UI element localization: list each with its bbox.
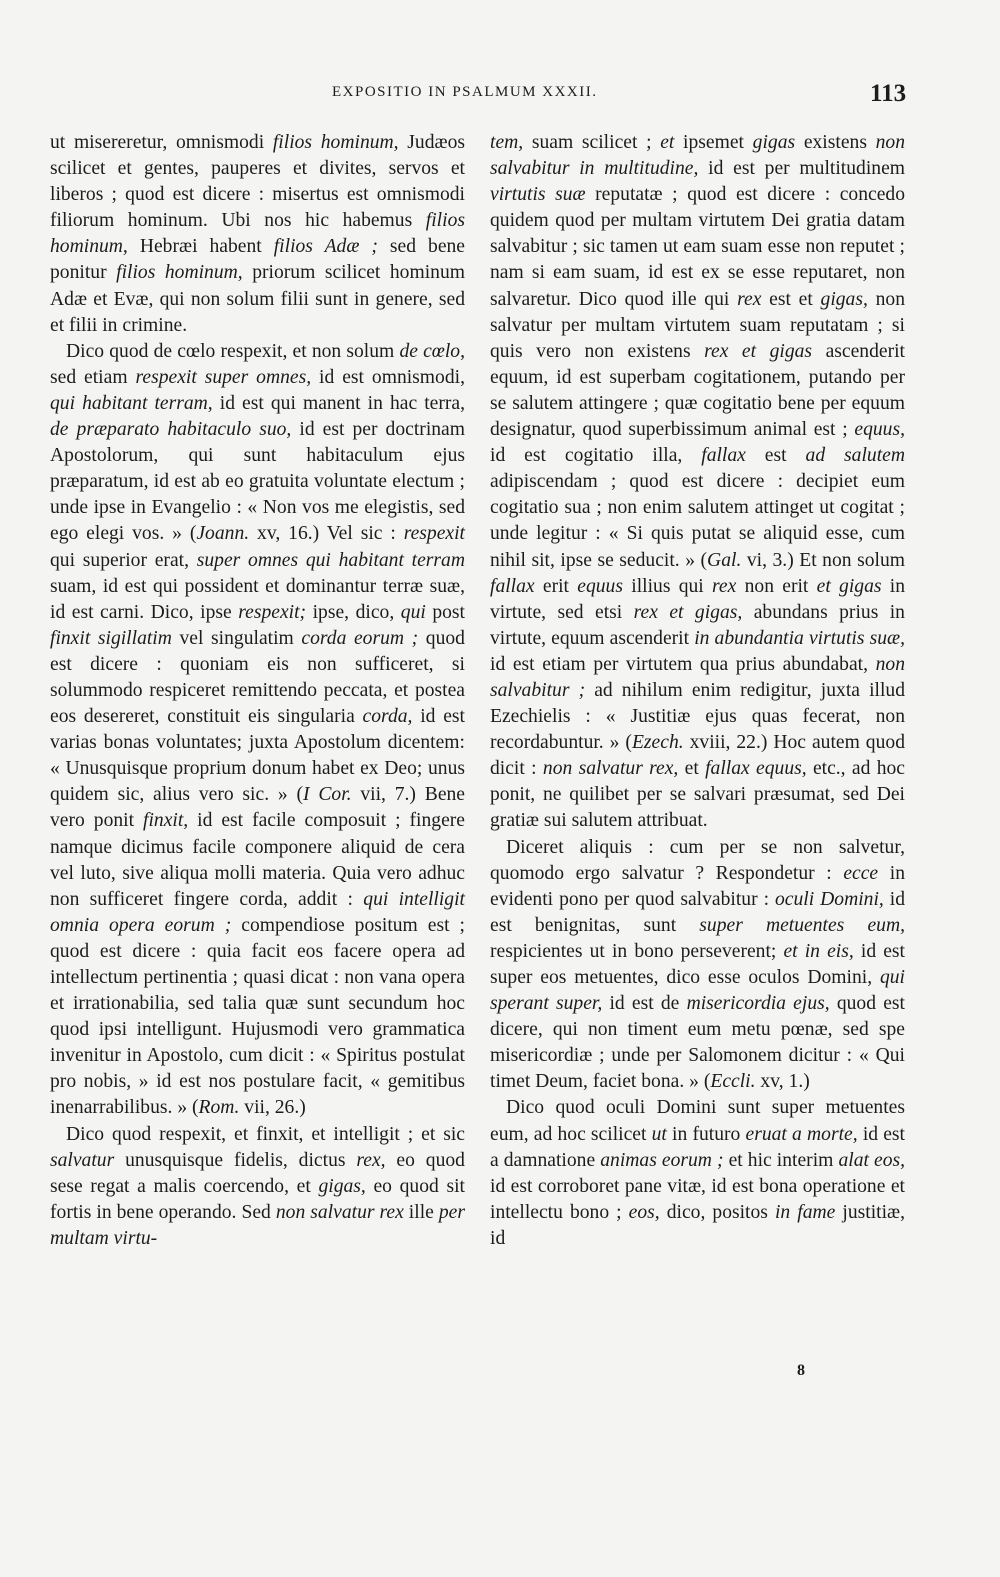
text-run: sed bene ponitur [50,236,466,284]
text-run: in virtute, sed etsi [490,575,906,623]
paragraph [50,130,465,339]
italic-text: de præparato habitaculo suo, [50,419,292,441]
text-run: id est de [602,993,687,1015]
italic-text: Gal. [707,549,742,571]
italic-text: qui habitant terram, [50,392,213,414]
text-run: ut misereretur, omnismodi [50,132,273,153]
text-run: dico, positos [659,1201,775,1223]
text-run: id est super eos metuentes, dico esse oculos Domini, [490,940,906,988]
italic-text: et [660,132,675,153]
italic-text: I Cor. [303,784,352,806]
italic-text: respexit; [238,601,307,623]
text-run: et [678,758,706,780]
italic-text: finxit sigillatim [50,627,172,649]
text-run: xv, 1.) [755,1071,810,1093]
text-run: respicientes ut in bono perseverent; [490,940,784,962]
paragraph [490,130,905,835]
text-run: suam, id est qui possident et dominantur terræ suæ, id est carni. Dico, ipse [50,575,465,623]
text-run: est et [761,288,821,310]
italic-text: fallax equus, [705,758,807,780]
text-run: quod est dicere, qui non timent eum metu pœnæ, sed spe misericordiæ ; unde per Salomonem dicitur : « Qui timet Deum, faciet bona. » ( [490,993,905,1093]
italic-text: corda eorum ; [301,627,419,649]
paragraph [50,1122,465,1252]
signature-mark: 8 [797,1362,805,1379]
text-run: etc., ad hoc ponit, ne quilibet per se salvari præsumat, sed Dei gratiæ sui salutem attribuat. [490,758,905,832]
text-run: sed etiam [50,366,136,388]
text-run: vi, 3.) Et non solum [741,549,905,571]
text-run: ad nihilum enim redigitur, juxta illud Ezechielis : « Justitiæ ejus quas fecerat, non recordabuntur. » ( [490,679,905,754]
italic-text: per multam virtu- [50,1201,465,1249]
text-run: id est per multitudinem [698,158,906,180]
text-run: existens [795,132,876,153]
text-run: id est benignitas, sunt [490,888,906,936]
text-run: compendiose positum est ; quod est dicere : quia facit eos facere opera ad intellectum pertinentia ; quasi dicat : non vana opera et irrationabilia, sed talia quæ sunt secundum hoc quod ipsi intelligunt. Hujusmodi vero grammatica invenitur in Apostolo, cum dicit : « Spiritus postulat pro nobis, » id est nos postulare facit, « gemitibus inenarrabilibus. » ( [50,914,465,1119]
italic-text: super omnes qui habitant terram [196,549,465,571]
text-run: Hebræi habent [127,236,274,258]
italic-text: finxit, [143,810,189,832]
text-run: suam scilicet ; [523,132,661,153]
right-column [490,130,905,1252]
italic-text: corda, [362,706,413,728]
italic-text: filios hominum, [50,210,465,258]
italic-text: salvatur [50,1149,115,1171]
text-run: eo quod sese regat a malis coercendo, et [50,1149,465,1197]
italic-text: et in eis, [783,940,854,962]
paragraph [490,1095,905,1252]
text-run: abundans prius in virtute, equum ascenderit [490,601,905,649]
text-run: Dico quod respexit, et finxit, et intelligit ; et sic [66,1123,465,1145]
italic-text: ecce [843,862,879,884]
text-run: erit [534,575,578,597]
italic-text: in fame [774,1201,836,1223]
text-run: xviii, 22.) Hoc autem quod dicit : [490,732,905,780]
italic-text: rex [712,575,737,597]
italic-text: rex, [356,1149,386,1171]
italic-text: Ezech. [631,732,684,754]
italic-text: qui sperant super, [490,967,905,1015]
text-run: ille [403,1201,439,1223]
italic-text: qui [400,601,426,623]
italic-text: eruat a morte, [745,1123,858,1145]
text-run: id est etiam per virtutem qua prius abundabat, [490,653,876,675]
text-run: id est varias bonas voluntates; juxta Apostolum dicentem: « Unusquisque proprium donum habet ex Deo; unus quidem sic, alius vero sic. » ( [50,706,465,806]
italic-text: animas eorum ; [600,1149,724,1171]
italic-text: gigas [752,132,796,153]
italic-text: rex [737,288,762,310]
text-run: xv, 16.) Vel sic : [249,523,404,545]
italic-text: super metuentes eum, [699,914,905,936]
italic-text: in abundantia virtutis suæ, [694,627,905,649]
running-head: EXPOSITIO IN PSALMUM XXXII. [332,84,598,100]
italic-text: non salvatur rex, [542,758,679,780]
text-run: quod est dicere : quoniam eis non sufficeret, si solummodo respiceret remittendo peccata, et postea eos desereret, constituit eis singularia [50,627,465,728]
text-run: Dico quod de cœlo respexit, et non solum [66,340,400,362]
text-run: post [425,601,466,623]
italic-text: respexit [403,523,465,545]
italic-text: filios hominum, [272,132,399,153]
italic-text: rex et gigas, [633,601,743,623]
text-run: vii, 7.) Bene vero ponit [50,784,466,832]
left-column [50,130,465,1252]
text-run: justitiæ, id [490,1201,905,1249]
text-run: vel singulatim [171,627,302,649]
text-run: non erit [736,575,817,597]
italic-text: filios Adæ ; [273,236,378,258]
italic-text: alat eos, [838,1149,906,1171]
text-run: ipse, dico, [306,601,401,623]
italic-text: de cœlo, [399,340,466,362]
italic-text: Rom. [198,1097,240,1119]
italic-text: et gigas [816,575,882,597]
text-run: eo quod sit fortis in bene operando. Sed [50,1175,465,1223]
text-run: Judæos scilicet et gentes, pauperes et divites, servos et liberos ; quod est dicere : misertus est omnismodi filiorum hominum. Ubi nos hic habemus [50,132,466,232]
italic-text: qui intelligit omnia opera eorum ; [50,888,465,936]
text-run: qui superior erat, [50,549,197,571]
italic-text: non salvatur rex [275,1201,404,1223]
italic-text: equus [577,575,623,597]
paragraph [490,835,905,1096]
italic-text: respexit super omnes, [135,366,312,388]
text-run: ipsemet [674,132,753,153]
text-run: id est qui manent in hac terra, [212,392,465,414]
italic-text: gigas, [820,288,868,310]
text-run: priorum scilicet hominum Adæ et Evæ, qui non solum filii sunt in genere, sed et filii in crimine. [50,262,465,336]
text-run: id est a damnatione [490,1123,905,1171]
italic-text: filios hominum, [116,262,243,284]
italic-text: non salvabitur in multitudine, [490,132,906,180]
italic-text: misericordia ejus, [686,993,830,1015]
text-run: reputatæ ; quod est dicere : concedo quidem quod per multam virtutem Dei gratia datam salvabitur ; sic tamen ut eam suam esse non reputet ; nam si eam suam, id est ex se esse reputaret, non salvaretur. Dico quod ille qui [490,184,905,310]
italic-text: equus, [854,419,905,441]
paragraph [50,339,465,1122]
italic-text: Joann. [196,523,250,545]
text-run: id est facile composuit ; fingere namque dicimus facile componere aliquid de cera vel luto, sive aliqua molli materia. Quia vero adhuc non sufficeret fingere corda, addit : [50,810,465,910]
italic-text: ad salutem [805,445,905,467]
text-run: unusquisque fidelis, dictus [114,1149,357,1171]
italic-text: eos, [628,1201,660,1223]
text-run: id est cogitatio illa, [490,445,702,467]
italic-text: Eccli. [710,1071,756,1093]
italic-text: fallax [490,575,535,597]
italic-text: gigas, [318,1175,366,1197]
italic-text: ut [651,1123,667,1145]
italic-text: non salvabitur ; [490,653,905,701]
text-run: adipiscendam ; quod est dicere : decipiet eum cogitatio sua ; non enim salutem attinget ut cogitat ; unde legitur : « Si quis putat se aliquid esse, cum nihil sit, ipse se seducit. » ( [490,471,905,571]
italic-text: rex et gigas [704,340,813,362]
page-number: 113 [870,80,907,107]
italic-text: fallax [701,445,746,467]
italic-text: tem, [490,132,524,153]
text-run: id est per doctrinam Apostolorum, qui sunt habitaculum ejus præparatum, id est ab eo gratuita voluntate electum ; unde ipse in Evangelio : « Non vos me elegistis, sed ego elegi vos. » ( [50,419,465,545]
italic-text: oculi Domini, [774,888,884,910]
text-run: id est omnismodi, [311,366,465,388]
text-run: Diceret aliquis : cum per se non salvetur, quomodo ergo salvatur ? Respondetur : [490,836,905,884]
text-run: illius qui [622,575,713,597]
text-run: id est corroboret pane vitæ, id est bona operatione et intellectu bono ; [490,1175,905,1223]
text-run: in evidenti pono per quod salvabitur : [490,862,905,910]
text-run: Dico quod oculi Domini sunt super metuentes eum, ad hoc scilicet [490,1097,905,1145]
text-run: in futuro [666,1123,746,1145]
text-run: non salvatur per multam virtutem suam reputatam ; si quis vero non existens [490,288,906,362]
text-run: et hic interim [723,1149,839,1171]
text-run: ascenderit equum, id est superbam cogitationem, putando per se salutem attingere ; quæ cogitatio bene per equum designatur, quod superbissimum animal est ; [490,340,905,441]
text-run: vii, 26.) [239,1097,306,1119]
text-run: est [745,445,806,467]
italic-text: virtutis suæ [490,184,586,206]
